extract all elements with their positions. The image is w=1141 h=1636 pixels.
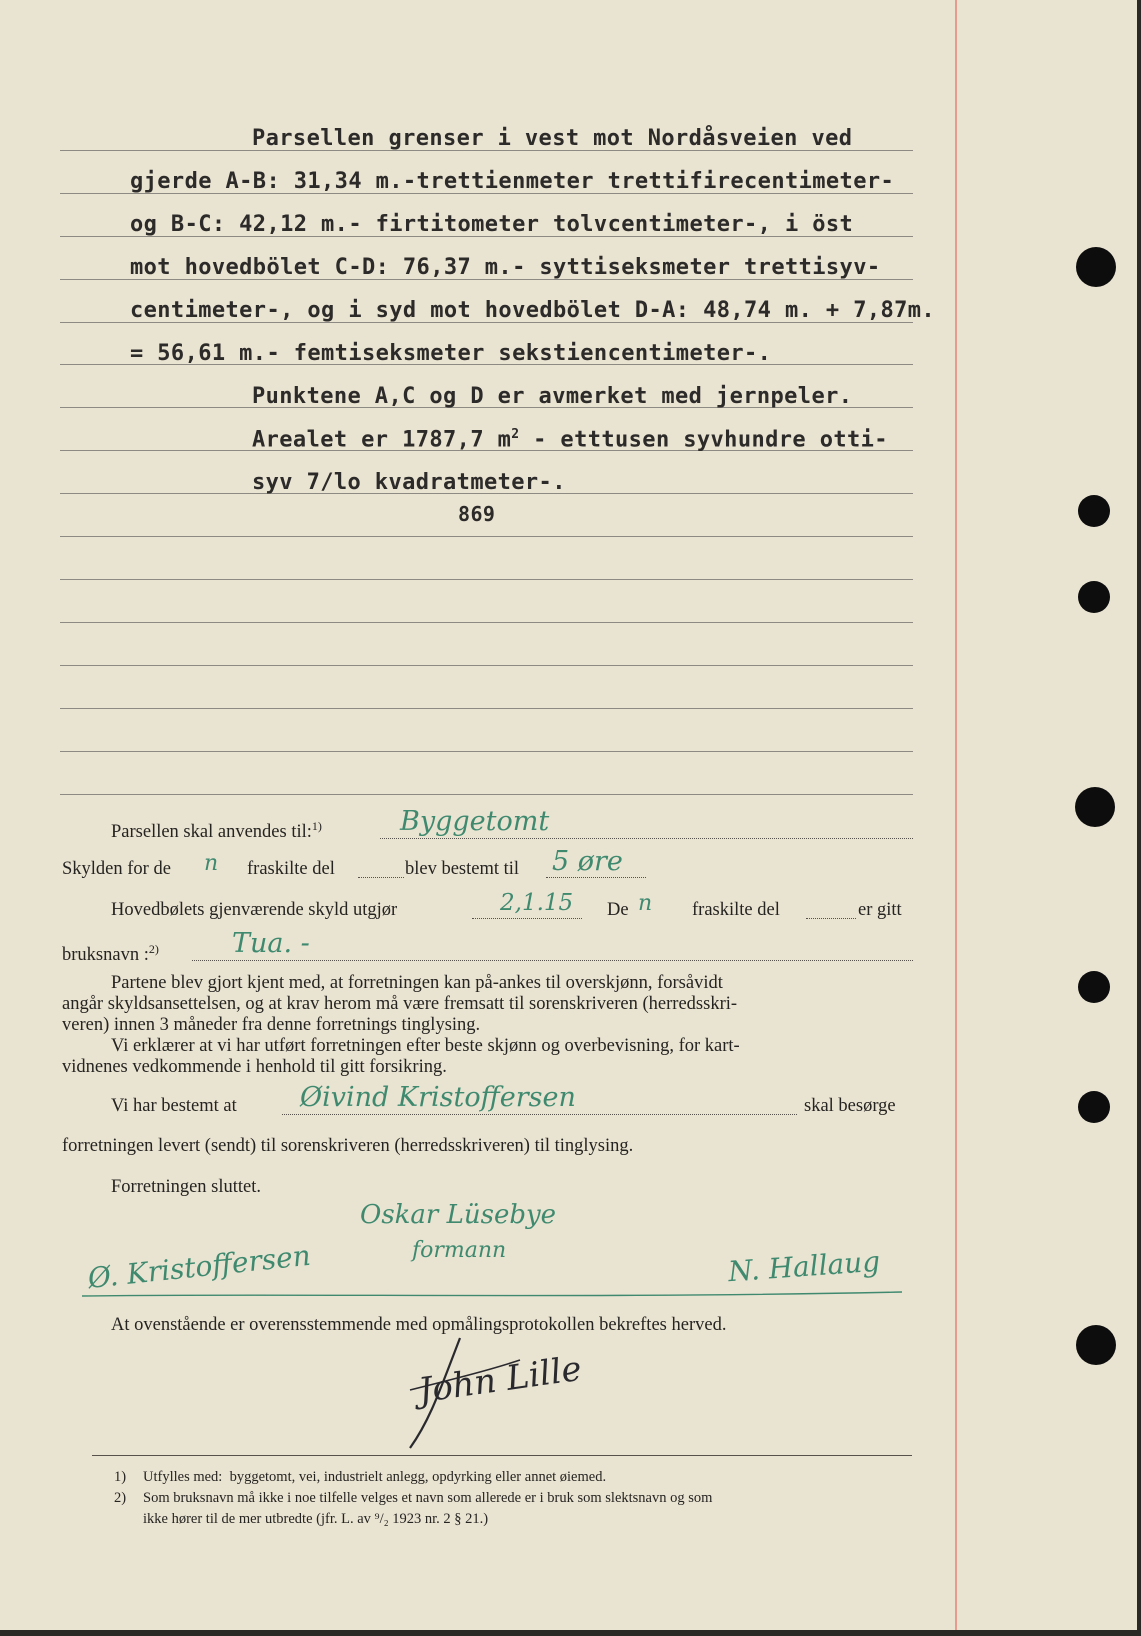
typed-line: Parsellen grenser i vest mot Nordåsveien ved	[252, 126, 853, 151]
name-value: Tua. -	[232, 928, 310, 959]
footnote-text: Utfylles med: byggetomt, vei, industrielt anlegg, opdyrking eller annet øiemed.	[143, 1469, 607, 1485]
typed-line: centimeter-, og i syd mot hovedbölet D-A: 48,74 m. + 7,87m.	[130, 298, 936, 323]
punch-hole	[1076, 1325, 1116, 1365]
paragraph-line: angår skyldsansettelsen, og at krav herom må være fremsatt til sorenskriveren (herredsskri-	[62, 994, 738, 1014]
use-value: Byggetomt	[400, 806, 550, 837]
official-signature-flourish	[400, 1330, 600, 1450]
typed-line: syv 7/lo kvadratmeter-.	[252, 470, 566, 495]
tax-label-a: Skylden for de	[62, 859, 171, 879]
typed-number: 869	[458, 502, 496, 526]
ruled-line	[60, 794, 913, 795]
typed-line: = 56,61 m.- femtiseksmeter sekstiencentimeter-.	[130, 341, 772, 366]
typed-line: og B-C: 42,12 m.- firtitometer tolvcentimeter-, i öst	[130, 212, 854, 237]
ruled-line	[60, 536, 913, 537]
footnote-text: ikke hører til de mer utbredte (jfr. L. av ⁹/₂ 1923 nr. 2 § 21.)	[143, 1511, 489, 1527]
use-label: Parsellen skal anvendes til:$^{1)}$	[111, 819, 322, 843]
ruled-line	[60, 751, 913, 752]
left-signature: Ø. Kristoffersen	[86, 1238, 313, 1295]
ruled-line	[60, 665, 913, 666]
deliver-line: forretningen levert (sendt) til sorenskriveren (herredsskriveren) til tinglysing.	[62, 1136, 634, 1156]
typed-line: gjerde A-B: 31,34 m.-trettienmeter trettifirecentimeter-	[130, 169, 895, 194]
tax-label-b: fraskilte del	[247, 859, 335, 879]
typed-line: mot hovedbölet C-D: 76,37 m.- syttiseksmeter trettisyv-	[130, 255, 881, 280]
footnote-mark: 1)	[114, 1469, 127, 1485]
appoint-label-a: Vi har bestemt at	[111, 1096, 237, 1116]
ruled-line	[60, 622, 913, 623]
closed-line: Forretningen sluttet.	[111, 1177, 262, 1197]
main-de-value: n	[638, 891, 653, 916]
main-value: 2,1.15	[500, 890, 574, 916]
area-text-cont: - etttusen syvhundre otti-	[519, 427, 888, 453]
typed-line	[252, 427, 888, 452]
area-superscript: 2	[511, 427, 520, 442]
typed-line: Punktene A,C og D er avmerket med jernpeler.	[252, 384, 853, 409]
dotted-fill-line	[358, 877, 404, 878]
footnote-text: Som bruksnavn må ikke i noe tilfelle velges et navn som allerede er i bruk som slektsnavn og som	[143, 1490, 713, 1506]
footnote-rule	[92, 1455, 912, 1456]
punch-hole	[1078, 1091, 1110, 1123]
punch-hole	[1078, 971, 1110, 1003]
main-label-b: De	[607, 900, 629, 920]
appoint-value: Øivind Kristoffersen	[300, 1082, 576, 1113]
punch-hole	[1075, 787, 1115, 827]
tax-de-value: n	[204, 851, 219, 876]
dotted-fill-line	[546, 877, 646, 878]
punch-hole	[1076, 247, 1116, 287]
dotted-fill-line	[380, 838, 913, 839]
name-label: bruksnavn :$^{2)}$	[62, 942, 159, 966]
paragraph-line: Partene blev gjort kjent med, at forretningen kan på-ankes til overskjønn, forsåvidt	[111, 973, 723, 993]
scan-edge-bottom	[0, 1630, 1141, 1636]
appoint-label-b: skal besørge	[804, 1096, 896, 1116]
main-label-c: fraskilte del	[692, 900, 780, 920]
paragraph-line: veren) innen 3 måneder fra denne forretnings tinglysing.	[62, 1015, 481, 1035]
right-signature: N. Hallaug	[727, 1244, 882, 1289]
ruled-line	[60, 708, 913, 709]
dotted-fill-line	[806, 918, 856, 919]
ruled-line	[60, 579, 913, 580]
area-text: Arealet er 1787,7 m	[252, 427, 512, 453]
confirm-line: At ovenstående er overensstemmende med opmålingsprotokollen bekreftes herved.	[111, 1315, 727, 1335]
dotted-fill-line	[282, 1114, 797, 1115]
paragraph-line: Vi erklærer at vi har utført forretningen efter beste skjønn og overbevisning, for kart-	[111, 1036, 740, 1056]
main-label-d: er gitt	[858, 900, 902, 920]
paragraph-line: vidnenes vedkommende i henhold til gitt forsikring.	[62, 1057, 447, 1077]
punch-hole	[1078, 495, 1110, 527]
dotted-fill-line	[472, 918, 582, 919]
chair-title: formann	[412, 1238, 507, 1263]
dotted-fill-line	[192, 960, 913, 961]
main-label-a: Hovedbølets gjenværende skyld utgjør	[111, 900, 398, 920]
tax-value: 5 øre	[552, 846, 623, 877]
signature-underline	[82, 1290, 902, 1302]
punch-hole	[1078, 581, 1110, 613]
footnote-mark: 2)	[114, 1490, 127, 1506]
chair-signature: Oskar Lüsebye	[360, 1200, 557, 1230]
red-margin-line	[955, 0, 957, 1636]
official-signature: John Lille	[416, 1348, 585, 1412]
tax-label-c: blev bestemt til	[405, 859, 520, 879]
scan-edge-right	[1137, 0, 1141, 1636]
